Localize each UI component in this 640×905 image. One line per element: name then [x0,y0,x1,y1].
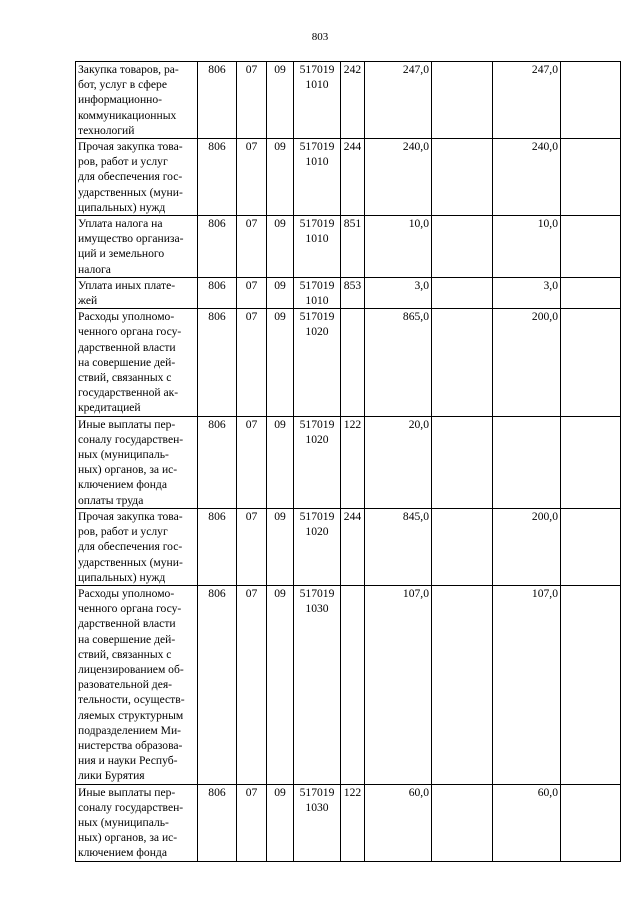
cell-line: технологий [78,123,135,137]
cell-sum4 [561,585,621,784]
cell-line: для обеспечения гос- [78,170,183,184]
budget-table [75,61,621,862]
cell-sum2 [432,508,493,585]
cell-vr: 244 [341,508,365,585]
cell-sum2 [432,139,493,216]
cell-csr [294,508,341,585]
cell-sum4 [561,62,621,139]
cell-line: соналу государствен- [78,432,184,446]
cell-rz: 07 [237,139,267,216]
cell-line: ключением фонда [78,846,167,860]
cell-ved: 806 [198,277,237,308]
cell-ved: 806 [198,216,237,278]
cell-line: 517019 [299,217,335,231]
cell-vr: 122 [341,784,365,861]
cell-ved: 806 [198,585,237,784]
cell-line: ров, работ и услуг [78,155,168,169]
cell-csr [294,216,341,278]
cell-line: дарственной власти [78,340,176,354]
cell-line: имущество организа- [78,232,184,246]
cell-rz: 07 [237,309,267,416]
cell-sum4 [561,416,621,508]
cell-name [76,277,198,308]
cell-vr [341,585,365,784]
cell-name [76,416,198,508]
cell-csr [294,585,341,784]
cell-pr: 09 [267,309,294,416]
cell-line: ципальных) нужд [78,200,166,214]
cell-csr [294,139,341,216]
cell-line: жей [78,294,98,308]
cell-sum3: 240,0 [493,139,561,216]
cell-line: Уплата иных плате- [78,278,176,292]
cell-sum3: 3,0 [493,277,561,308]
cell-csr [294,277,341,308]
cell-sum: 240,0 [365,139,432,216]
cell-line: 517019 [299,785,335,799]
cell-rz: 07 [237,216,267,278]
cell-line: ударственных (муни- [78,555,183,569]
cell-sum: 865,0 [365,309,432,416]
cell-line: Прочая закупка това- [78,140,183,154]
cell-pr: 09 [267,784,294,861]
cell-sum3: 247,0 [493,62,561,139]
cell-line: на совершение дей- [78,355,176,369]
cell-sum2 [432,62,493,139]
cell-line: ных) органов, за ис- [78,831,178,845]
cell-line: оплаты труда [78,493,144,507]
cell-sum2 [432,216,493,278]
cell-line: коммуникационных [78,108,177,122]
cell-line: 517019 [299,310,335,324]
cell-ved: 806 [198,508,237,585]
cell-line: ударственных (муни- [78,185,183,199]
cell-line: 1010 [305,78,329,92]
cell-vr [341,309,365,416]
cell-ved: 806 [198,784,237,861]
cell-sum: 107,0 [365,585,432,784]
cell-sum4 [561,216,621,278]
cell-ved: 806 [198,309,237,416]
cell-line: Расходы уполномо- [78,586,175,600]
cell-line: бот, услуг в сфере [78,78,167,92]
cell-ved: 806 [198,416,237,508]
cell-line: на совершение дей- [78,632,176,646]
cell-sum3: 200,0 [493,309,561,416]
cell-line: информационно- [78,93,163,107]
cell-line: государственной ак- [78,386,179,400]
cell-vr: 244 [341,139,365,216]
cell-sum4 [561,508,621,585]
cell-pr: 09 [267,416,294,508]
table-row [76,416,621,508]
cell-line: лицензированием об- [78,662,184,676]
table-row [76,139,621,216]
cell-line: 517019 [299,63,335,76]
cell-csr [294,309,341,416]
cell-sum: 60,0 [365,784,432,861]
cell-rz: 07 [237,508,267,585]
table-row [76,585,621,784]
cell-line: 517019 [299,509,335,523]
cell-name [76,784,198,861]
cell-sum2 [432,585,493,784]
cell-sum: 845,0 [365,508,432,585]
cell-line: дарственной власти [78,617,176,631]
cell-sum3: 10,0 [493,216,561,278]
cell-sum2 [432,277,493,308]
cell-line: 517019 [299,586,335,600]
cell-sum4 [561,139,621,216]
cell-line: ров, работ и услуг [78,525,168,539]
cell-sum3: 60,0 [493,784,561,861]
cell-line: ных (муниципаль- [78,815,169,829]
cell-line: 1010 [305,294,329,308]
cell-sum2 [432,416,493,508]
cell-line: ных) органов, за ис- [78,463,178,477]
cell-pr: 09 [267,277,294,308]
cell-sum: 10,0 [365,216,432,278]
cell-line: 1030 [305,602,329,616]
cell-line: ния и науки Респуб- [78,754,178,768]
cell-line: 517019 [299,140,335,154]
budget-table-body [76,62,621,862]
cell-sum3: 107,0 [493,585,561,784]
cell-line: ных (муниципаль- [78,448,169,462]
cell-line: 1020 [305,525,329,539]
cell-rz: 07 [237,585,267,784]
cell-name [76,139,198,216]
table-row [76,62,621,139]
cell-sum: 3,0 [365,277,432,308]
cell-vr: 851 [341,216,365,278]
cell-line: 1010 [305,232,329,246]
cell-line: Уплата налога на [78,217,163,231]
cell-csr [294,62,341,139]
cell-line: 1030 [305,800,329,814]
cell-sum: 20,0 [365,416,432,508]
cell-line: кредитацией [78,401,141,415]
cell-line: 517019 [299,417,335,431]
cell-line: 1010 [305,155,329,169]
cell-pr: 09 [267,508,294,585]
cell-line: ствий, связанных с [78,647,172,661]
cell-line: Иные выплаты пер- [78,785,176,799]
cell-sum2 [432,309,493,416]
cell-sum4 [561,784,621,861]
cell-csr [294,784,341,861]
cell-name [76,585,198,784]
table-row [76,508,621,585]
cell-rz: 07 [237,277,267,308]
cell-rz: 07 [237,62,267,139]
cell-line: соналу государствен- [78,800,184,814]
cell-rz: 07 [237,784,267,861]
cell-line: Закупка товаров, ра- [78,63,179,76]
cell-sum4 [561,277,621,308]
cell-line: 1020 [305,325,329,339]
cell-line: ченного органа госу- [78,325,182,339]
cell-line: ций и земельного [78,247,165,261]
cell-line: ствий, связанных с [78,371,172,385]
page-number: 803 [311,31,329,43]
cell-vr: 853 [341,277,365,308]
cell-vr: 242 [341,62,365,139]
cell-sum4 [561,309,621,416]
cell-name [76,216,198,278]
cell-line: тельности, осуществ- [78,693,185,707]
cell-line: налога [78,262,111,276]
table-row [76,216,621,278]
cell-line: нистерства образова- [78,738,183,752]
cell-name [76,62,198,139]
cell-sum: 247,0 [365,62,432,139]
cell-line: 517019 [299,278,335,292]
cell-line: Иные выплаты пер- [78,417,176,431]
cell-vr: 122 [341,416,365,508]
cell-pr: 09 [267,585,294,784]
cell-sum3 [493,416,561,508]
cell-line: ляемых структурным [78,708,184,722]
cell-pr: 09 [267,62,294,139]
cell-line: подразделением Ми- [78,723,182,737]
cell-sum3: 200,0 [493,508,561,585]
cell-sum2 [432,784,493,861]
cell-line: для обеспечения гос- [78,540,183,554]
cell-name [76,309,198,416]
cell-line: лики Бурятия [78,769,145,783]
table-row [76,277,621,308]
cell-line: ципальных) нужд [78,570,166,584]
cell-ved: 806 [198,139,237,216]
cell-pr: 09 [267,216,294,278]
cell-line: разовательной дея- [78,678,173,692]
cell-rz: 07 [237,416,267,508]
table-row [76,309,621,416]
cell-line: Расходы уполномо- [78,310,175,324]
cell-name [76,508,198,585]
cell-line: 1020 [305,432,329,446]
cell-line: ключением фонда [78,478,167,492]
cell-line: Прочая закупка това- [78,509,183,523]
cell-pr: 09 [267,139,294,216]
cell-csr [294,416,341,508]
table-row [76,784,621,861]
cell-ved: 806 [198,62,237,139]
cell-line: ченного органа госу- [78,602,182,616]
